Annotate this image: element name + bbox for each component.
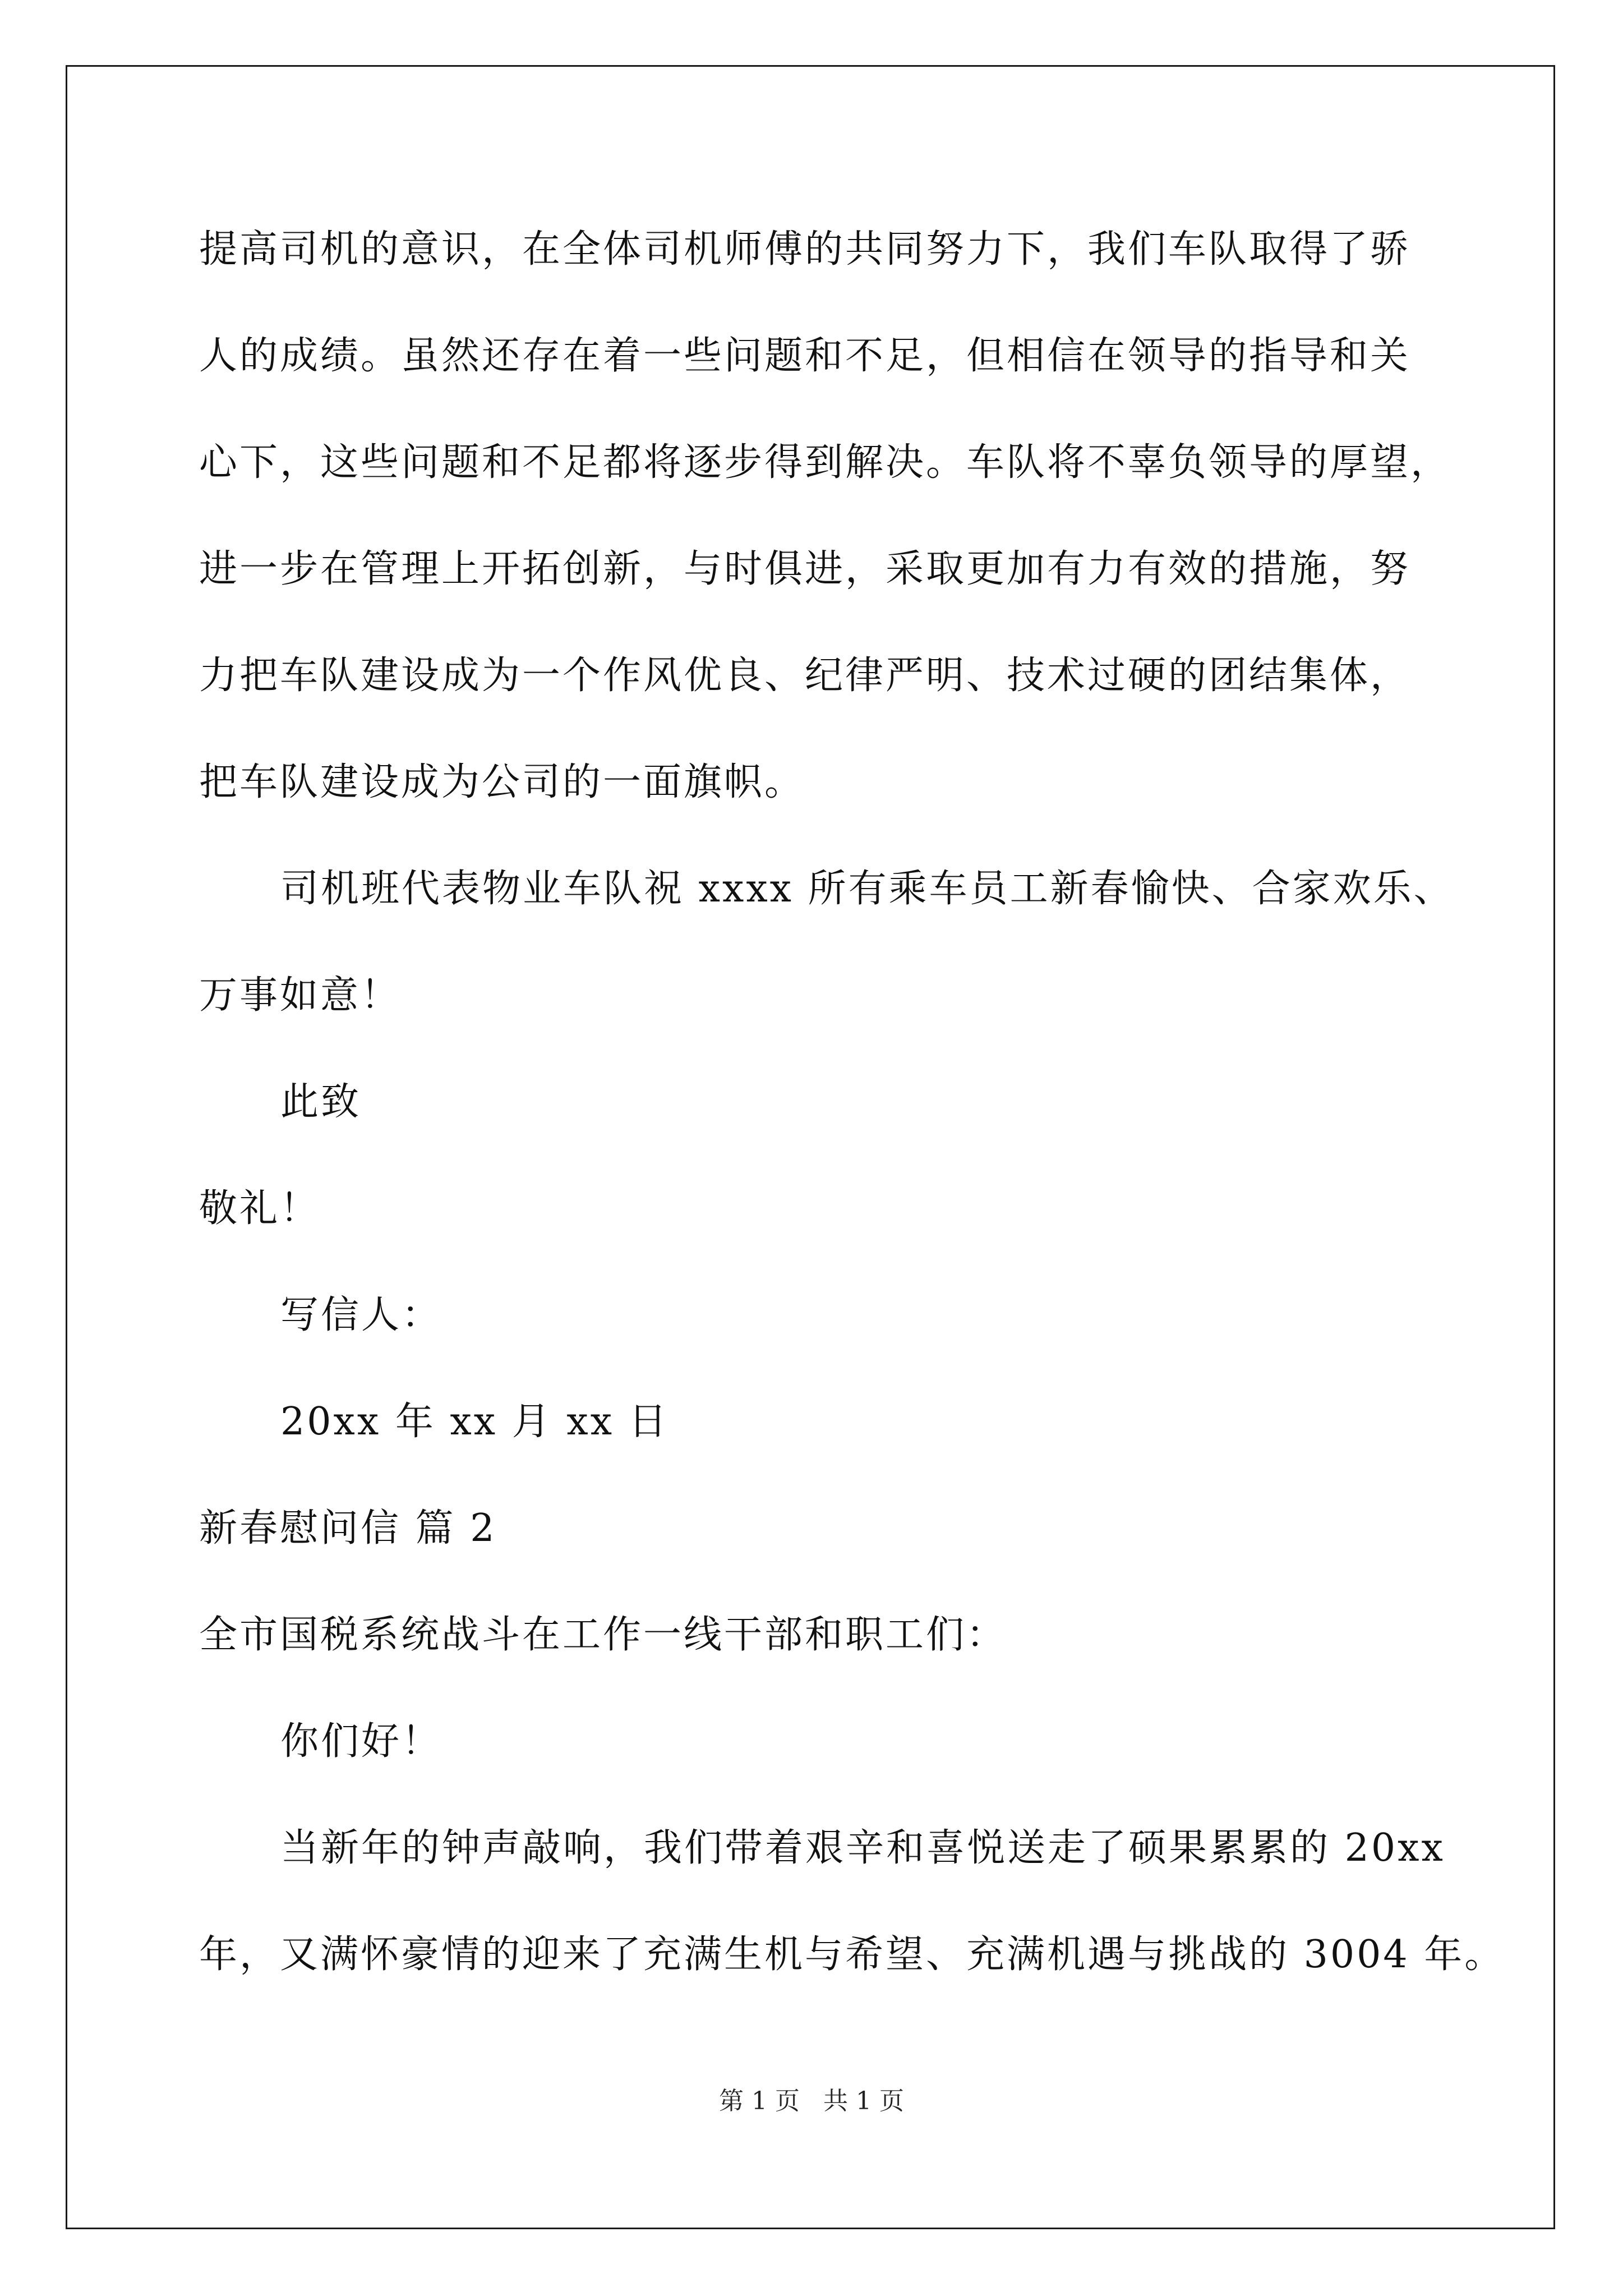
- greeting: 你们好！: [280, 1719, 442, 1764]
- page-footer: 第 1 页 共 1 页: [719, 2087, 904, 2115]
- closing-jingli: 敬礼！: [199, 1186, 321, 1231]
- body-line-5: 力把车队建设成为一个作风优良、纪律严明、技术过硬的团结集体，: [199, 654, 1411, 698]
- letter-date: 20xx 年 xx 月 xx 日: [280, 1400, 669, 1444]
- body-line-1: 提高司机的意识，在全体司机师傅的共同努力下，我们车队取得了骄: [199, 227, 1411, 272]
- paragraph-line-1: 当新年的钟声敲响，我们带着艰辛和喜悦送走了硕果累累的 20xx: [280, 1826, 1445, 1870]
- writer-label: 写信人：: [280, 1293, 442, 1337]
- paragraph-line-2: 年，又满怀豪情的迎来了充满生机与希望、充满机遇与挑战的 3004 年。: [199, 1932, 1505, 1977]
- greeting-paragraph-line-2: 万事如意！: [199, 973, 402, 1018]
- section-title: 新春慰问信 篇 2: [199, 1506, 497, 1550]
- body-line-6: 把车队建设成为公司的一面旗帜。: [199, 760, 805, 804]
- closing-cizhi: 此致: [280, 1080, 362, 1124]
- body-line-2: 人的成绩。虽然还存在着一些问题和不足，但相信在领导的指导和关: [199, 334, 1411, 378]
- greeting-paragraph-line-1: 司机班代表物业车队祝 xxxx 所有乘车员工新春愉快、合家欢乐、: [280, 867, 1454, 911]
- salutation: 全市国税系统战斗在工作一线干部和职工们：: [199, 1613, 1007, 1657]
- body-line-4: 进一步在管理上开拓创新，与时俱进，采取更加有力有效的措施，努: [199, 547, 1411, 591]
- body-line-3: 心下，这些问题和不足都将逐步得到解决。车队将不辜负领导的厚望，: [199, 440, 1451, 485]
- page-border: [66, 65, 1555, 2229]
